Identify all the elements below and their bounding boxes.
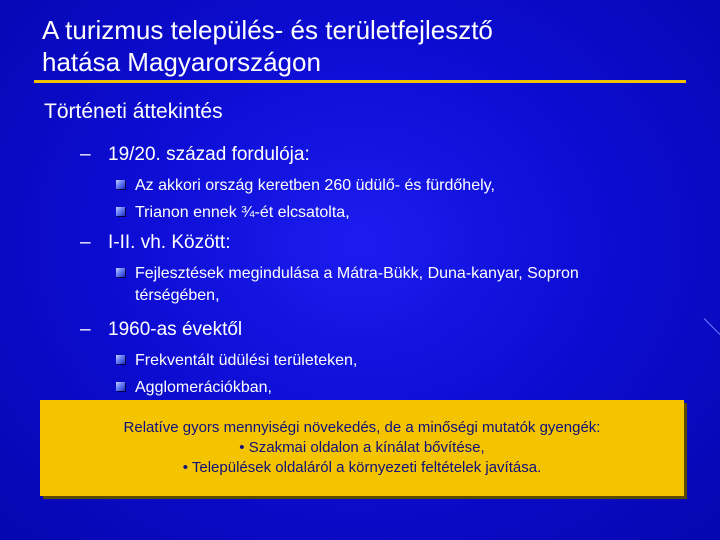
subheading-2 — [80, 232, 231, 254]
square-bullet-icon — [116, 268, 125, 277]
slide-title — [42, 14, 692, 78]
dash-bullet: – — [80, 319, 91, 340]
list-item-text: Agglomerációkban, — [135, 379, 272, 396]
square-bullet-icon — [116, 207, 125, 216]
dash-bullet: – — [80, 144, 91, 165]
subheading-1 — [80, 144, 310, 166]
callout-line-2: • Szakmai oldalon a kínálat bővítése, — [239, 439, 485, 456]
list-item-text: Frekventált üdülési területeken, — [135, 352, 358, 369]
subheading-label: 1960-as évektől — [108, 319, 243, 340]
square-bullet-icon — [116, 180, 125, 189]
subheading-label: 19/20. század fordulója: — [108, 144, 310, 165]
list-item — [116, 175, 696, 197]
callout-line-3: • Települések oldaláról a környezeti feltételek javítása. — [182, 459, 542, 476]
square-bullet-icon — [116, 355, 125, 364]
list-item-text: Fejlesztések megindulása a Mátra-Bükk, Duna-kanyar, Sopron térségében, — [135, 265, 579, 304]
section-heading: Történeti áttekintés — [44, 100, 223, 123]
decorative-line — [704, 318, 720, 340]
list-item — [116, 377, 696, 399]
title-underline — [34, 80, 686, 83]
dash-bullet: – — [80, 232, 91, 253]
list-item — [116, 202, 696, 224]
slide-title-line-2: hatása Magyarországon — [42, 47, 321, 77]
square-bullet-icon — [116, 382, 125, 391]
subheading-3 — [80, 319, 242, 341]
list-item-text: Trianon ennek ¾-ét elcsatolta, — [135, 204, 350, 221]
summary-callout-box — [40, 400, 684, 496]
list-item — [116, 350, 696, 372]
subheading-label: I-II. vh. Között: — [108, 232, 231, 253]
callout-line-1: Relatíve gyors mennyiségi növekedés, de a minőségi mutatók gyengék: — [123, 419, 601, 436]
slide-title-line-1: A turizmus település- és területfejlesztő — [42, 15, 493, 45]
list-item — [116, 263, 656, 307]
list-item-text: Az akkori ország keretben 260 üdülő- és fürdőhely, — [135, 177, 495, 194]
